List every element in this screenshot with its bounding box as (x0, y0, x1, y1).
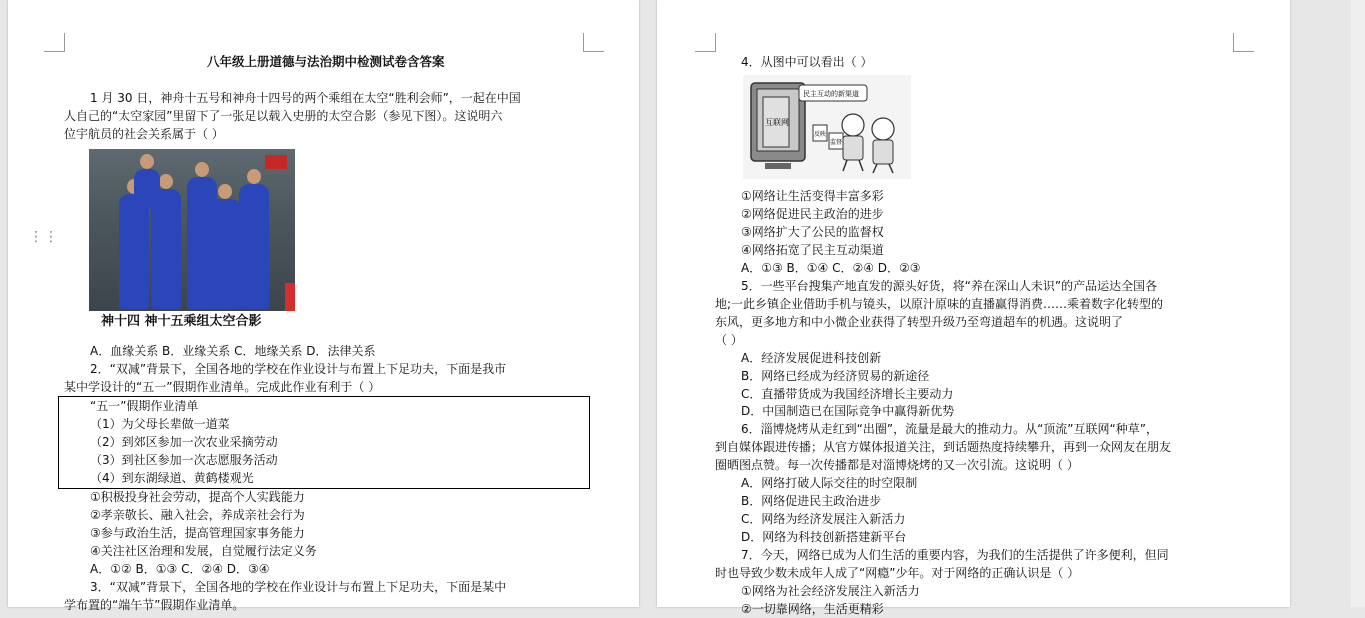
red-bar-decoration (285, 283, 295, 311)
question-2-line-2: 某中学设计的“五一”假期作业清单。完成此作业有利于（ ） (64, 380, 381, 394)
astronaut-group-photo (89, 149, 295, 311)
question-6-option: D．网络为科技创新搭建新平台 (741, 530, 907, 544)
drag-handle-icon[interactable]: ⋮⋮ (29, 229, 59, 245)
question-3-line-1: 3．“双减”背景下，全国各地的学校在作业设计与布置上下足功夫，下面是某中 (90, 580, 507, 594)
question-4-item: ②网络促进民主政治的进步 (741, 207, 884, 221)
question-2-options: A．①② B．①③ C．②④ D．③④ (90, 562, 270, 576)
question-5-option: D．中国制造已在国际竞争中赢得新优势 (741, 404, 955, 418)
question-6-line-3: 圈晒图点赞。每一次传播都是对淄博烧烤的又一次引流。这说明（ ） (715, 458, 1079, 472)
margin-corner-top-right (1233, 33, 1254, 52)
question-5-option: B．网络已经成为经济贸易的新途径 (741, 369, 930, 383)
question-6-option: A．网络打破人际交往的时空限制 (741, 476, 918, 490)
question-4-stem: 4．从图中可以看出（ ） (741, 55, 873, 69)
question-1-line-1: 1 月 30 日，神舟十五号和神舟十四号的两个乘组在太空“胜利会师”，一起在中国 (90, 91, 521, 105)
question-7-line-2: 时也导致少数未成年人成了“网瘾”少年。对于网络的正确认识是（ ） (715, 566, 1080, 580)
question-4-options: A．①③ B．①④ C．②④ D．②③ (741, 261, 921, 275)
margin-corner-top-right (583, 33, 604, 52)
question-6-option: C．网络为经济发展注入新活力 (741, 512, 906, 526)
cartoon-drawing (743, 75, 911, 179)
question-7-item: ①网络为社会经济发展注入新活力 (741, 584, 920, 598)
question-2-item: ④关注社区治理和发展，自觉履行法定义务 (90, 544, 317, 558)
question-6-line-2: 到自媒体跟进传播；从官方媒体报道关注，到话题热度持续攀升，再到一众网友在朋友 (715, 440, 1172, 454)
question-3-line-2: 学布置的“端午节”假期作业清单。 (64, 598, 245, 612)
question-2-item: ②孝亲敬长、融入社会，养成亲社会行为 (90, 508, 305, 522)
astronaut-figure (239, 184, 269, 309)
question-6-option: B．网络促进民主政治进步 (741, 494, 882, 508)
homework-list-title: “五一”假期作业清单 (90, 399, 199, 413)
question-4-item: ④网络拓宽了民主互动渠道 (741, 243, 884, 257)
question-1-line-2: 人自己的“太空家园”里留下了一张足以载入史册的太空合影（参见下图）。这说明六 (64, 109, 503, 123)
homework-list-item: （1）为父母长辈做一道菜 (90, 417, 230, 431)
question-1-line-3: 位宇航员的社会关系属于（ ） (64, 127, 224, 141)
cartoon-sign-internet: 互联网 (765, 118, 789, 127)
astronaut-figure (134, 169, 160, 209)
question-6-line-1: 6．淄博烧烤从走红到“出圈”，流量是最大的推动力。从“顶流”互联网“种草”， (741, 422, 1158, 436)
margin-corner-top-left (44, 33, 65, 52)
question-5-option: C．直播带货成为我国经济增长主要动力 (741, 387, 954, 401)
homework-list-item: （4）到东湖绿道、黄鹤楼观光 (90, 471, 254, 485)
question-2-item: ①积极投身社会劳动，提高个人实践能力 (90, 490, 305, 504)
flag-decoration (265, 155, 287, 169)
question-5-line-1: 5．一些平台搜集产地直发的源头好货，将“养在深山人未识”的产品运达全国各 (741, 279, 1158, 293)
vertical-scrollbar[interactable] (1351, 0, 1365, 607)
homework-list-item: （2）到郊区参加一次农业采摘劳动 (90, 435, 278, 449)
document-title: 八年级上册道德与法治期中检测试卷含答案 (207, 54, 445, 69)
margin-corner-top-left (695, 33, 716, 52)
homework-list-item: （3）到社区参加一次志愿服务活动 (90, 453, 278, 467)
astronaut-figure (209, 199, 241, 309)
question-7-line-1: 7．今天，网络已成为人们生活的重要内容，为我们的生活提供了许多便利，但同 (741, 548, 1169, 562)
question-5-line-2: 地;一此乡镇企业借助手机与镜头，以原汁原味的直播赢得消费……乘着数字化转型的 (715, 297, 1164, 311)
question-5-line-4: （ ） (715, 333, 743, 347)
cartoon-sign-report: 反映 (814, 131, 827, 138)
cartoon-speech-text: 民主互动的新渠道 (803, 90, 859, 98)
internet-cartoon (743, 75, 911, 179)
photo-caption: 神十四 神十五乘组太空合影 (101, 314, 262, 329)
question-5-line-3: 东风，更多地方和中小微企业获得了转型升级乃至弯道超车的机遇。这说明了 (715, 315, 1124, 329)
document-page-right (657, 0, 1290, 616)
question-2-line-1: 2．“双减”背景下，全国各地的学校在作业设计与布置上下足功夫，下面是我市 (90, 362, 507, 376)
cartoon-sign-supervise: 监督 (830, 139, 843, 146)
astronaut-figure (119, 194, 149, 309)
question-2-item: ③参与政治生活，提高管理国家事务能力 (90, 526, 305, 540)
question-7-item: ②一切靠网络，生活更精彩 (741, 602, 884, 616)
document-page-left (8, 0, 639, 612)
question-4-item: ③网络扩大了公民的监督权 (741, 225, 884, 239)
question-4-item: ①网络让生活变得丰富多彩 (741, 189, 884, 203)
question-1-options: A．血缘关系 B．业缘关系 C．地缘关系 D．法律关系 (90, 344, 376, 358)
question-5-option: A．经济发展促进科技创新 (741, 351, 882, 365)
